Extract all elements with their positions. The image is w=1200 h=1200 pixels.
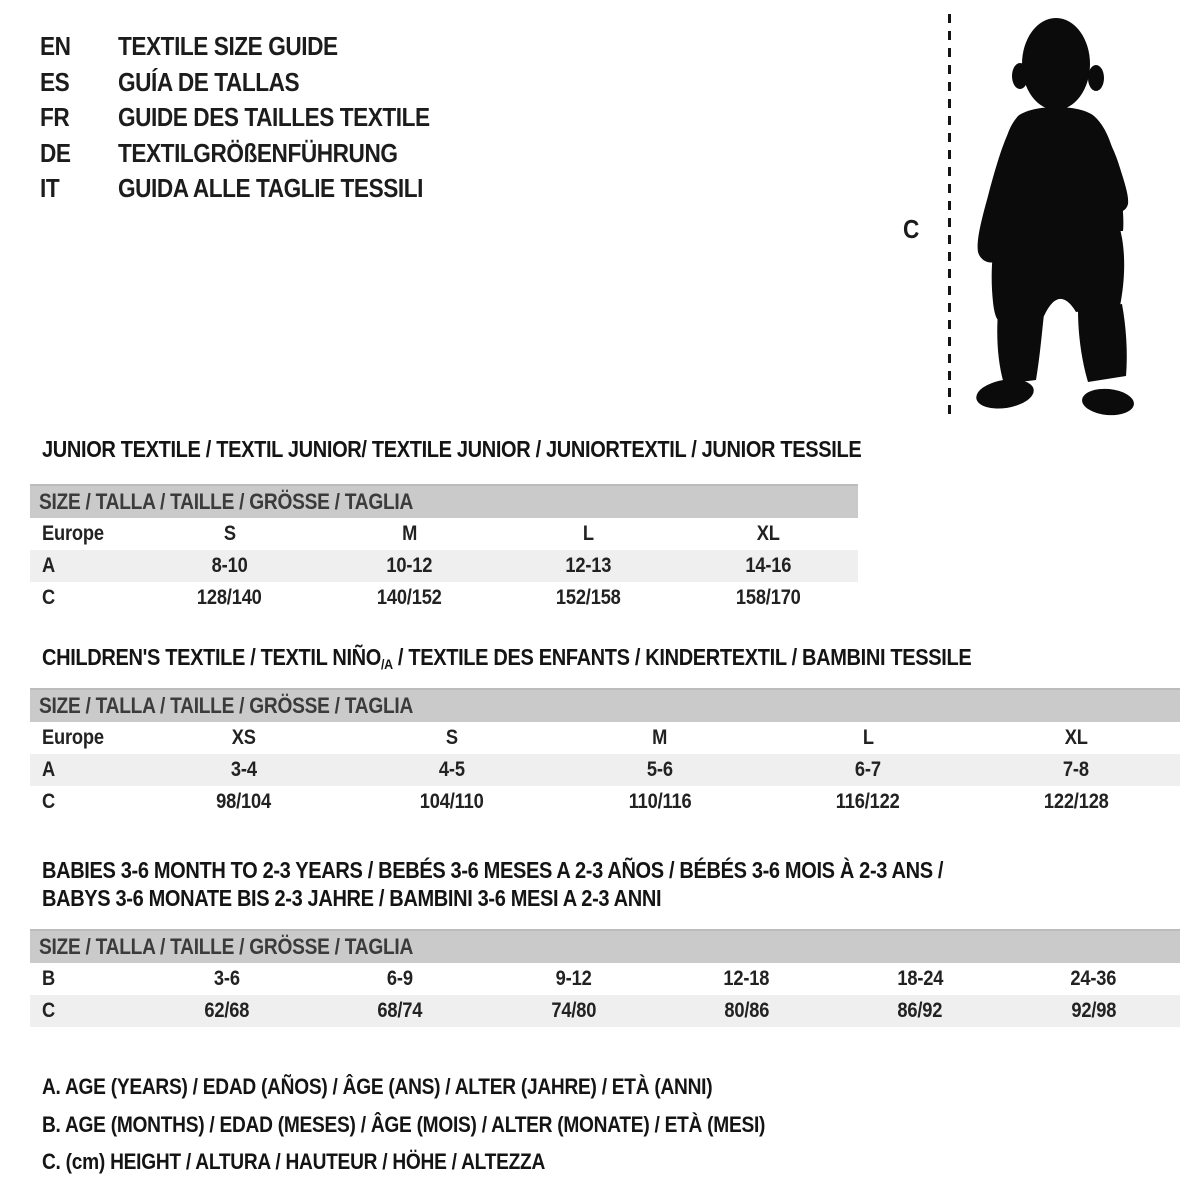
size-value-cell xyxy=(348,758,556,782)
size-value: 14-16 xyxy=(745,554,792,577)
table-row-europe xyxy=(30,722,1180,754)
size-value: 12-18 xyxy=(723,967,770,990)
language-row xyxy=(40,29,476,65)
section-heading-line xyxy=(42,884,1180,912)
size-value-cell xyxy=(140,586,320,610)
size-value-cell xyxy=(313,999,486,1023)
size-value: 8-10 xyxy=(211,554,248,577)
size-value-cell xyxy=(140,967,313,991)
size-value: 3-6 xyxy=(213,967,240,990)
size-value: 104/110 xyxy=(420,790,484,813)
size-value-cell xyxy=(487,967,660,991)
size-value: 24-36 xyxy=(1070,967,1117,990)
row-label-cell xyxy=(30,726,140,750)
row-label: B xyxy=(42,967,56,990)
row-label-cell xyxy=(30,554,140,578)
size-value: 86/92 xyxy=(897,999,943,1022)
size-table xyxy=(30,688,1180,818)
size-value-cell xyxy=(140,790,348,814)
size-table-header-label: SIZE / TALLA / TAILLE / GRÖSSE / TAGLIA xyxy=(39,489,414,514)
size-value-cell xyxy=(320,554,500,578)
size-value: 10-12 xyxy=(386,554,433,577)
size-value: 12-13 xyxy=(565,554,612,577)
size-value-cell xyxy=(679,522,859,546)
size-table-header-label: SIZE / TALLA / TAILLE / GRÖSSE / TAGLIA xyxy=(39,693,414,718)
size-value: 158/170 xyxy=(735,586,801,609)
size-value: M xyxy=(401,522,417,545)
row-label: A xyxy=(42,554,56,577)
language-row xyxy=(40,136,476,172)
size-value-cell xyxy=(972,758,1180,782)
section-heading xyxy=(42,644,1180,671)
legend-line-text: B. AGE (MONTHS) / EDAD (MESES) / ÂGE (MOIS) / ALTER (MONATE) / ETÀ (MESI) xyxy=(42,1111,766,1137)
size-value: 68/74 xyxy=(377,999,423,1022)
size-value-cell xyxy=(556,758,764,782)
size-value: 80/86 xyxy=(724,999,770,1022)
size-value-cell xyxy=(1007,999,1180,1023)
size-value-cell xyxy=(499,554,679,578)
row-label-cell xyxy=(30,758,140,782)
size-value-cell xyxy=(140,522,320,546)
size-value-cell xyxy=(764,726,972,750)
heading-text-part: BABYS 3-6 MONATE BIS 2-3 JAHRE / BAMBINI 3-6 MESI A 2-3 ANNI xyxy=(42,885,662,911)
size-value-cell xyxy=(487,999,660,1023)
size-value-cell xyxy=(313,967,486,991)
language-code-label: IT xyxy=(40,173,60,204)
table-row-europe xyxy=(30,518,858,550)
size-value-cell xyxy=(320,522,500,546)
size-value: 4-5 xyxy=(439,758,465,781)
size-value-cell xyxy=(140,554,320,578)
size-value: 62/68 xyxy=(204,999,250,1022)
row-label: Europe xyxy=(42,726,104,749)
height-measure-label: C xyxy=(903,214,920,244)
size-value: L xyxy=(862,726,874,749)
language-row xyxy=(40,171,476,207)
size-value-cell xyxy=(679,586,859,610)
size-value-cell xyxy=(972,726,1180,750)
row-label: A xyxy=(42,758,56,781)
size-value: 7-8 xyxy=(1063,758,1089,781)
language-code-label: DE xyxy=(40,137,71,168)
size-table-header-bar xyxy=(30,688,1180,722)
language-code-label: EN xyxy=(40,31,71,62)
size-value: 98/104 xyxy=(216,790,272,813)
size-value: XS xyxy=(231,726,257,749)
size-value: 6-9 xyxy=(387,967,413,990)
table-row-c xyxy=(30,786,1180,818)
language-guide-title: TEXTILGRÖßENFÜHRUNG xyxy=(118,137,398,168)
size-value-cell xyxy=(348,726,556,750)
table-row-c xyxy=(30,582,858,614)
section-heading-line xyxy=(42,856,1180,884)
size-value: 74/80 xyxy=(550,999,596,1022)
language-code-label: ES xyxy=(40,66,70,97)
row-label: Europe xyxy=(42,522,104,545)
size-value: 3-4 xyxy=(231,758,257,781)
section-heading-text xyxy=(42,644,971,679)
size-value-cell xyxy=(499,586,679,610)
section-heading-text xyxy=(42,884,661,912)
size-value-cell xyxy=(833,999,1006,1023)
language-guide-title: GUÍA DE TALLAS xyxy=(118,66,300,97)
toddler-silhouette-figure xyxy=(958,16,1140,418)
row-label: C xyxy=(42,586,56,609)
size-value-cell xyxy=(320,586,500,610)
size-table-header-bar xyxy=(30,929,1180,963)
size-value-cell xyxy=(140,999,313,1023)
row-label-cell xyxy=(30,790,140,814)
size-value: 18-24 xyxy=(897,967,943,990)
row-label-cell xyxy=(30,999,140,1023)
size-table-header-label: SIZE / TALLA / TAILLE / GRÖSSE / TAGLIA xyxy=(39,934,414,959)
size-value: 152/158 xyxy=(556,586,622,609)
table-row-c xyxy=(30,995,1180,1027)
size-value-cell xyxy=(140,726,348,750)
size-value: 128/140 xyxy=(197,586,263,609)
size-value-cell xyxy=(556,726,764,750)
legend-line-text: A. AGE (YEARS) / EDAD (AÑOS) / ÂGE (ANS) / ALTER (JAHRE) / ETÀ (ANNI) xyxy=(42,1074,713,1099)
legend-line xyxy=(42,1143,873,1181)
language-guide-title: GUIDA ALLE TAGLIE TESSILI xyxy=(118,173,423,204)
size-value: 116/122 xyxy=(836,790,900,813)
size-value: 92/98 xyxy=(1070,999,1116,1022)
size-value: 110/116 xyxy=(628,790,692,813)
section-children xyxy=(30,644,1180,818)
size-value: XL xyxy=(756,522,780,545)
size-table xyxy=(30,484,858,614)
size-value-cell xyxy=(140,758,348,782)
section-heading-text xyxy=(42,856,943,884)
section-heading-line xyxy=(42,644,1180,671)
heading-text-part: / TEXTILE DES ENFANTS / KINDERTEXTIL / BAMBINI TESSILE xyxy=(392,644,972,670)
row-label-cell xyxy=(30,586,140,610)
section-heading-line xyxy=(42,436,862,463)
heading-text-part: /A xyxy=(381,656,393,673)
language-code-label: FR xyxy=(40,102,70,133)
size-value: XL xyxy=(1064,726,1088,749)
language-row xyxy=(40,100,476,136)
heading-text-part: CHILDREN'S TEXTILE / TEXTIL NIÑO xyxy=(42,644,382,670)
legend-line xyxy=(42,1106,873,1144)
size-value-cell xyxy=(764,758,972,782)
size-value: L xyxy=(583,522,595,545)
size-value-cell xyxy=(499,522,679,546)
size-value-cell xyxy=(833,967,1006,991)
table-row-a xyxy=(30,550,858,582)
height-measure-dashed-line xyxy=(948,14,951,419)
legend-line xyxy=(42,1068,873,1106)
language-guide-title: GUIDE DES TAILLES TEXTILE xyxy=(118,102,430,133)
section-heading xyxy=(42,436,862,463)
size-value: S xyxy=(223,522,236,545)
section-heading xyxy=(42,856,1180,912)
size-value: 140/152 xyxy=(376,586,442,609)
size-table-header-bar xyxy=(30,484,858,518)
size-value-cell xyxy=(764,790,972,814)
size-value-cell xyxy=(348,790,556,814)
row-label: C xyxy=(42,790,56,813)
size-value: 122/128 xyxy=(1043,790,1109,813)
size-value-cell xyxy=(660,967,833,991)
size-value-cell xyxy=(1007,967,1180,991)
size-value-cell xyxy=(679,554,859,578)
toddler-silhouette-shape xyxy=(974,18,1135,417)
size-value-cell xyxy=(660,999,833,1023)
size-value: S xyxy=(445,726,459,749)
row-label-cell xyxy=(30,522,140,546)
language-guide-title: TEXTILE SIZE GUIDE xyxy=(118,31,338,62)
size-value-cell xyxy=(972,790,1180,814)
legend xyxy=(42,1068,873,1181)
size-value: 5-6 xyxy=(647,758,673,781)
row-label: C xyxy=(42,999,56,1022)
heading-text-part: JUNIOR TEXTILE / TEXTIL JUNIOR/ TEXTILE JUNIOR / JUNIORTEXTIL / JUNIOR TESSILE xyxy=(42,436,862,462)
language-list xyxy=(40,29,476,207)
section-junior xyxy=(30,436,862,614)
legend-line-text: C. (cm) HEIGHT / ALTURA / HAUTEUR / HÖHE / ALTEZZA xyxy=(42,1149,546,1174)
size-value: 6-7 xyxy=(855,758,881,781)
table-row-a xyxy=(30,754,1180,786)
row-label-cell xyxy=(30,967,140,991)
size-table xyxy=(30,929,1180,1027)
language-row xyxy=(40,65,476,101)
section-babies xyxy=(30,856,1180,1027)
section-heading-text xyxy=(42,436,861,463)
table-row-b xyxy=(30,963,1180,995)
heading-text-part: BABIES 3-6 MONTH TO 2-3 YEARS / BEBÉS 3-6 MESES A 2-3 AÑOS / BÉBÉS 3-6 MOIS À 2-3 ANS / xyxy=(42,857,944,883)
size-value: M xyxy=(652,726,668,749)
size-value-cell xyxy=(556,790,764,814)
size-value: 9-12 xyxy=(555,967,592,990)
